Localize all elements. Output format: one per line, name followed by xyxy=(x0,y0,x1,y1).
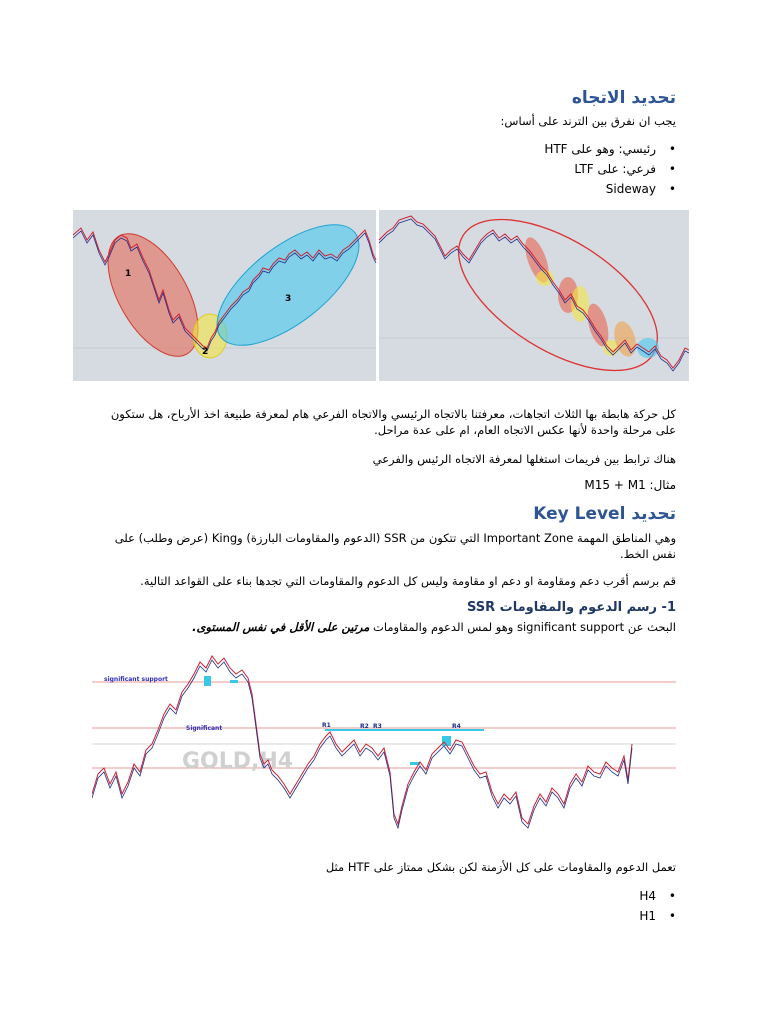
subsection-title-ssr: 1- رسم الدعوم والمقاومات SSR xyxy=(466,600,676,615)
bullet-sideway: Sideway • xyxy=(376,179,676,199)
label-r4: R4 xyxy=(452,723,461,730)
trend-charts-image xyxy=(73,210,689,381)
paragraph-important-zone: وهي المناطق المهمة Important Zone التي تتكون من SSR (الدعوم والمقاومات البارزة) وKing (عرض وطلب) على نفس الخط. xyxy=(114,531,676,561)
label-r1: R1 xyxy=(322,722,331,729)
leg-label-1: 1 xyxy=(125,269,132,279)
paragraph-frames-link: هناك ترابط بين فريمات استغلها لمعرفة الاتجاه الرئيس والفرعي xyxy=(372,452,676,466)
significant-support-label: significant support xyxy=(104,676,168,683)
leg-label-2: 2 xyxy=(202,347,209,357)
bullet-h4: H4 • xyxy=(476,886,676,906)
significant-label: Significant xyxy=(186,725,223,732)
significant-support-emphasis: مرتين على الأقل في نفس المستوى. xyxy=(192,620,370,634)
paragraph-trend-phases: كل حركة هابطة بها الثلاث اتجاهات، معرفتنا بالاتجاه الرئيسي والاتجاه الفرعي هام لمعرفة طبيعة اخذ الأرباح، هل ستكون على مرحلة واحدة لأنها عكس الاتجاه العام، ام على عدة مراحل. xyxy=(110,407,676,437)
paragraph-draw-levels: قم برسم أقرب دعم ومقاومة او دعم او مقاومة وليس كل الدعوم والمقاومات التي تجدها بناء على القواعد التالية. xyxy=(140,574,676,588)
section-title-key-level: تحديد Key Level xyxy=(533,504,676,524)
timeframe-bullets xyxy=(476,886,676,926)
bullet-main-trend: رئيسي: وهو على HTF • xyxy=(376,139,676,159)
paragraph-significant-support xyxy=(86,619,676,635)
bullet-h1: H1 • xyxy=(476,906,676,926)
example-line: مثال: M15 + M1 xyxy=(584,478,676,492)
trend-bullets xyxy=(376,139,676,199)
section-title-trend: تحديد الاتجاه xyxy=(571,88,676,108)
bullet-sub-trend: فرعي: على LTF • xyxy=(376,159,676,179)
gold-h4-watermark: GOLD,H4 xyxy=(182,749,294,774)
trend-intro: يجب ان نفرق بين الترند على أساس: xyxy=(500,114,676,128)
paragraph-htf-timeframes: تعمل الدعوم والمقاومات على كل الأزمنة لكن بشكل ممتاز على HTF مثل xyxy=(325,860,676,874)
label-r2: R2 xyxy=(360,723,369,730)
significant-support-text: البحث عن significant support وهو لمس الدعوم والمقاومات xyxy=(369,620,676,634)
gold-h4-chart-image xyxy=(92,644,676,850)
label-r3: R3 xyxy=(373,723,382,730)
leg-label-3: 3 xyxy=(285,294,292,304)
